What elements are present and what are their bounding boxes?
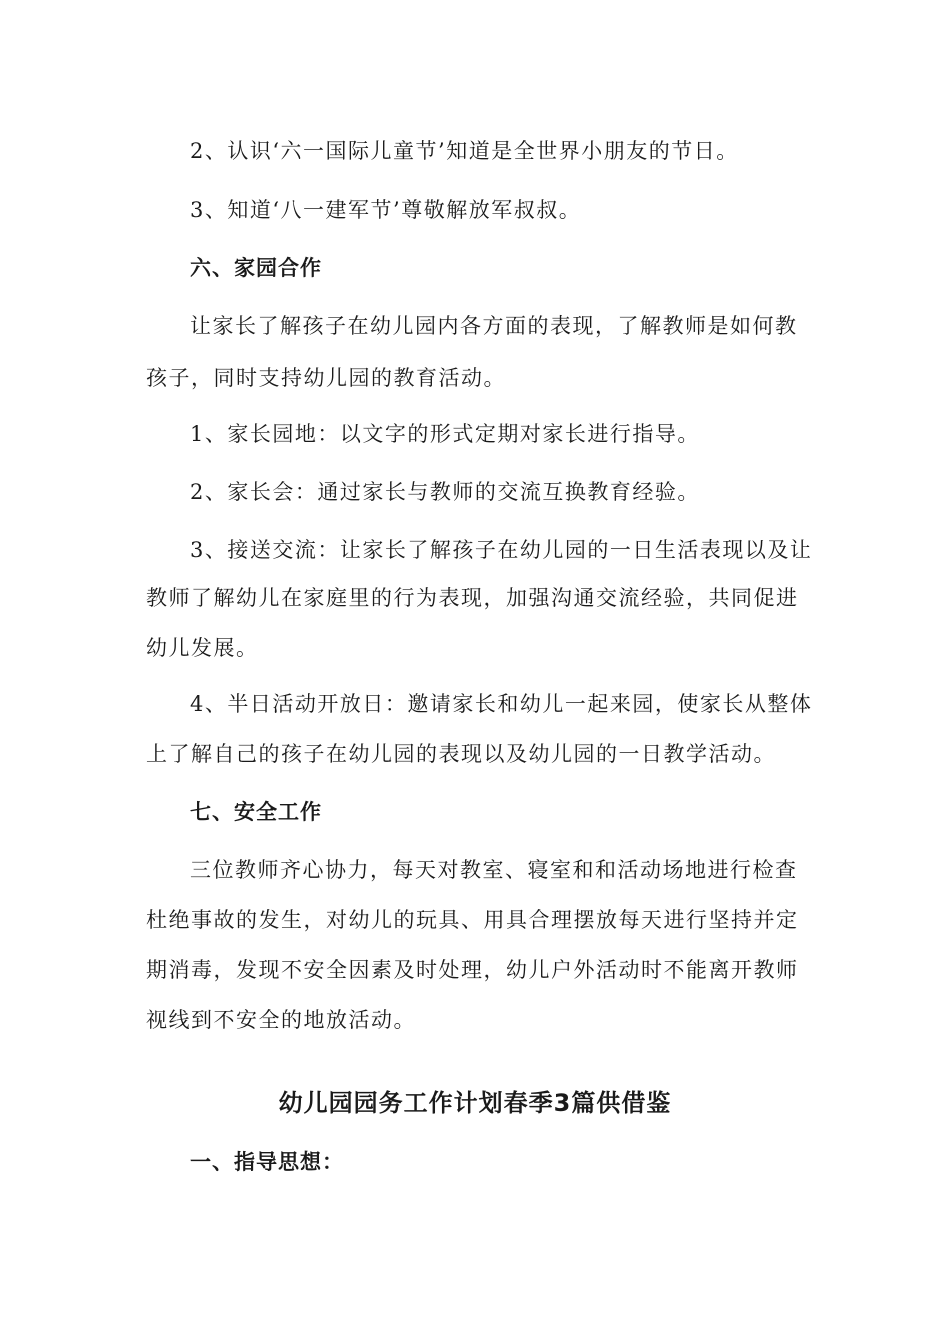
section-heading: 一、指导思想：: [190, 1150, 344, 1174]
paragraph-line: 期消毒，发现不安全因素及时处理，幼儿户外活动时不能离开教师: [146, 958, 799, 982]
paragraph-line: 2、认识‘六一国际儿童节’知道是全世界小朋友的节日。: [190, 139, 739, 163]
paragraph-line: 4、半日活动开放日：邀请家长和幼儿一起来园，使家长从整体: [190, 692, 813, 716]
paragraph-line: 幼儿发展。: [146, 636, 259, 660]
paragraph-line: 3、接送交流：让家长了解孩子在幼儿园的一日生活表现以及让: [190, 538, 813, 562]
paragraph-line: 视线到不安全的地放活动。: [146, 1008, 416, 1032]
paragraph-line: 3、知道‘八一建军节’尊敬解放军叔叔。: [190, 198, 582, 222]
paragraph-line: 孩子，同时支持幼儿园的教育活动。: [146, 366, 506, 390]
paragraph-line: 教师了解幼儿在家庭里的行为表现，加强沟通交流经验，共同促进: [146, 586, 799, 610]
paragraph-line: 让家长了解孩子在幼儿园内各方面的表现，了解教师是如何教: [190, 314, 798, 338]
paragraph-line: 上了解自己的孩子在幼儿园的表现以及幼儿园的一日教学活动。: [146, 742, 776, 766]
paragraph-line: 杜绝事故的发生，对幼儿的玩具、用具合理摆放每天进行坚持并定: [146, 908, 799, 932]
section-heading: 七、安全工作: [190, 800, 322, 824]
paragraph-line: 1、家长园地：以文字的形式定期对家长进行指导。: [190, 422, 700, 446]
paragraph-line: 三位教师齐心协力，每天对教室、寝室和和活动场地进行检查: [190, 858, 798, 882]
document-title: 幼儿园园务工作计划春季3篇供借鉴: [278, 1089, 672, 1117]
section-heading: 六、家园合作: [190, 256, 322, 280]
paragraph-line: 2、家长会：通过家长与教师的交流互换教育经验。: [190, 480, 700, 504]
